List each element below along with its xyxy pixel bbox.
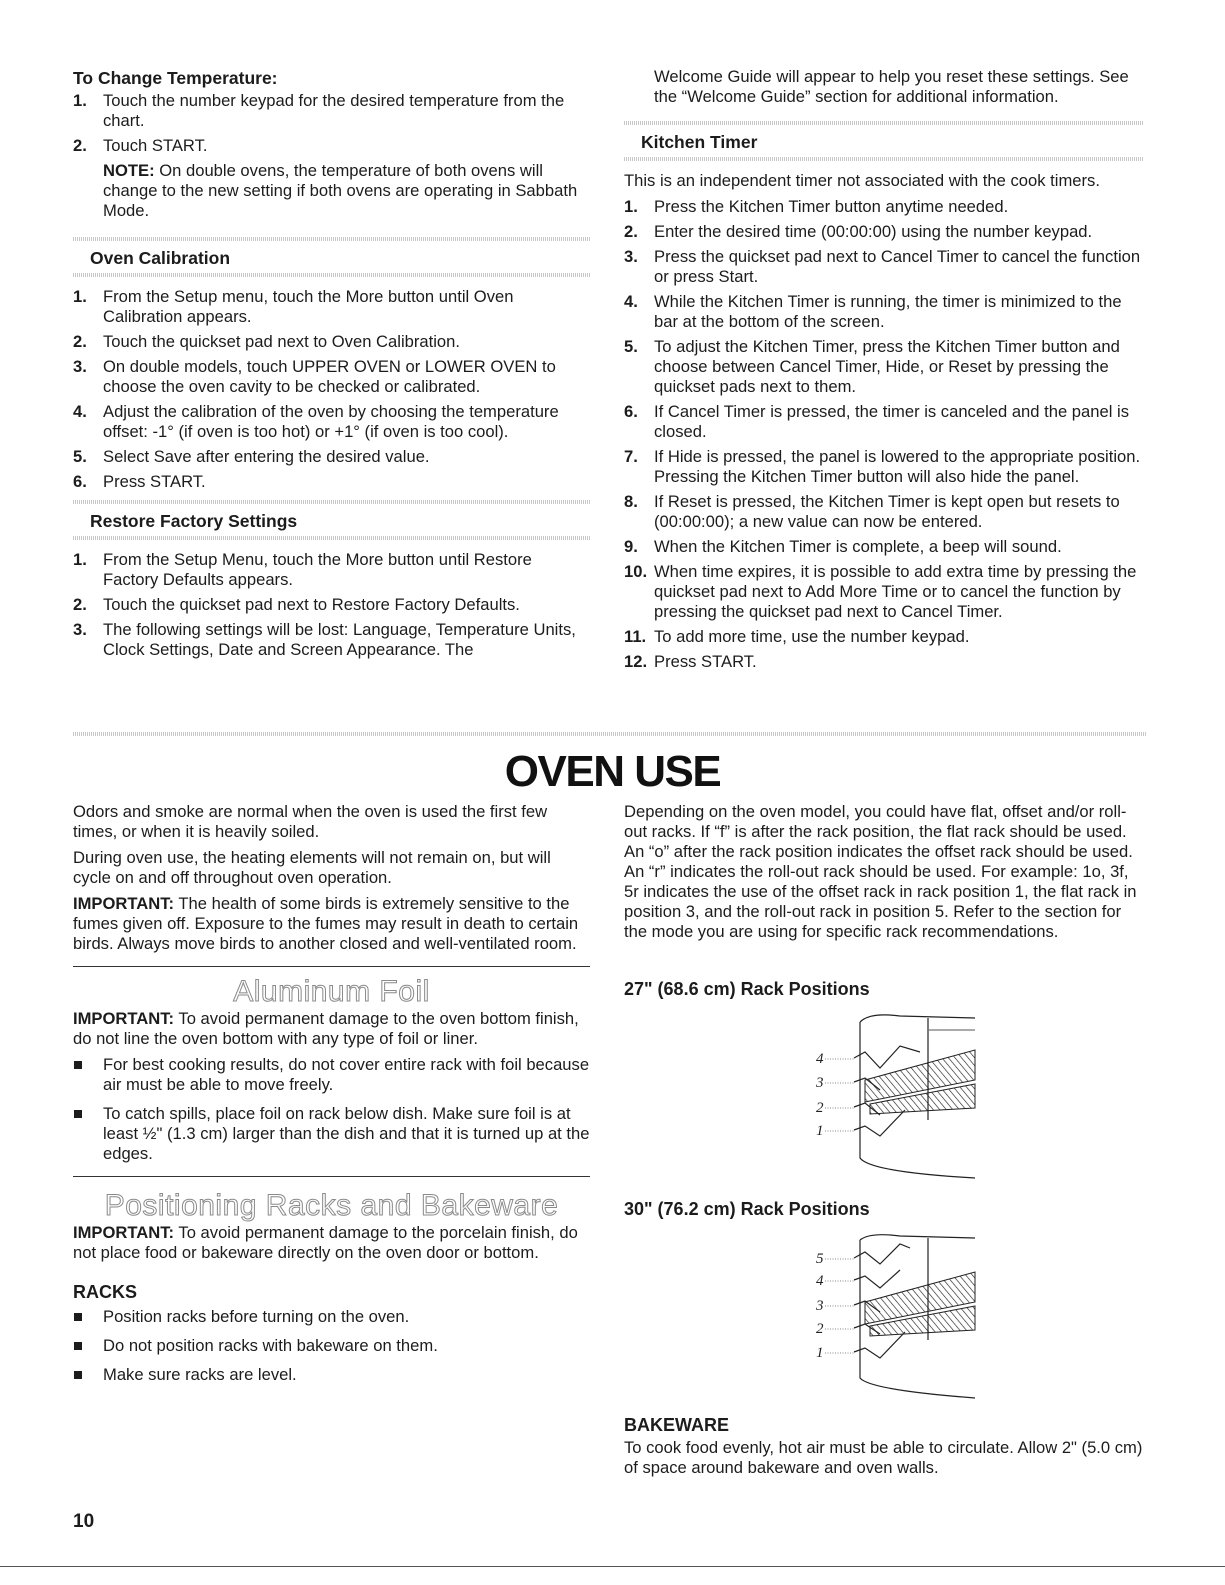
rack-label: 1 xyxy=(816,1123,824,1139)
dotted-divider xyxy=(73,237,590,241)
list-item xyxy=(73,332,590,352)
list-item xyxy=(624,247,1144,287)
racks-bullets xyxy=(73,1307,590,1385)
step-number: 11. xyxy=(624,627,647,646)
rack-label: 5 xyxy=(816,1251,824,1267)
odors-paragraph: Odors and smoke are normal when the oven is used the first few times, or when it is heavily soiled. xyxy=(73,802,548,841)
step-number: 1. xyxy=(73,91,87,110)
step-text: To add more time, use the number keypad. xyxy=(654,627,970,646)
step-text: Touch the quickset pad next to Oven Calibration. xyxy=(103,332,460,351)
list-item xyxy=(624,447,1144,487)
list-item xyxy=(73,1336,590,1356)
dotted-divider xyxy=(624,121,1144,125)
list-item xyxy=(73,1055,590,1095)
rack27-heading: 27" (68.6 cm) Rack Positions xyxy=(624,979,870,999)
oven-calibration-heading: Oven Calibration xyxy=(90,248,231,268)
change-temperature-heading: To Change Temperature: xyxy=(73,68,278,88)
step-number: 1. xyxy=(73,287,87,306)
top-right-column xyxy=(624,67,1144,677)
list-item xyxy=(73,1104,590,1164)
top-left-column xyxy=(73,67,590,665)
list-item xyxy=(624,627,1144,647)
foil-important xyxy=(73,1009,590,1049)
birds-paragraph xyxy=(73,894,590,954)
step-number: 1. xyxy=(624,197,638,216)
kitchen-timer-intro: This is an independent timer not associated with the cook timers. xyxy=(624,171,1100,190)
rack-label: 3 xyxy=(816,1075,824,1091)
step-number: 7. xyxy=(624,447,638,466)
step-number: 9. xyxy=(624,537,638,556)
step-number: 2. xyxy=(624,222,638,241)
dotted-divider xyxy=(624,157,1144,161)
step-number: 2. xyxy=(73,136,87,155)
kitchen-timer-heading: Kitchen Timer xyxy=(641,132,758,152)
restore-continued-text: Welcome Guide will appear to help you reset these settings. See the “Welcome Guide” section for additional information. xyxy=(654,67,1129,106)
list-item xyxy=(73,595,590,615)
step-text: When the Kitchen Timer is complete, a beep will sound. xyxy=(654,537,1062,556)
step-text: From the Setup menu, touch the More button until Oven Calibration appears. xyxy=(103,287,514,326)
list-item xyxy=(73,136,590,156)
page-title: OVEN USE xyxy=(504,747,721,796)
step-text: Enter the desired time (00:00:00) using the number keypad. xyxy=(654,222,1093,241)
list-item xyxy=(73,357,590,397)
step-text: On double models, touch UPPER OVEN or LOWER OVEN to choose the oven cavity to be checked or calibrated. xyxy=(103,357,556,396)
step-number: 5. xyxy=(624,337,638,356)
list-item xyxy=(73,402,590,442)
step-text: If Reset is pressed, the Kitchen Timer is kept open but resets to (00:00:00); a new value can now be entered. xyxy=(654,492,1120,531)
birds-text: The health of some birds is extremely sensitive to the fumes given off. Exposure to the fumes may result in death to certain birds. Always move birds to another closed and well-ventilated room. xyxy=(73,894,579,953)
step-number: 6. xyxy=(624,402,638,421)
bullet-text: For best cooking results, do not cover entire rack with foil because air must be able to move freely. xyxy=(103,1055,590,1094)
list-item xyxy=(73,472,590,492)
list-item xyxy=(73,287,590,327)
list-item xyxy=(624,197,1144,217)
step-number: 5. xyxy=(73,447,87,466)
step-number: 2. xyxy=(73,332,87,351)
rack-label: 1 xyxy=(816,1345,824,1361)
list-item xyxy=(624,492,1144,532)
step-number: 3. xyxy=(73,357,87,376)
page-number: 10 xyxy=(73,1511,95,1532)
racks-heading: RACKS xyxy=(73,1282,138,1302)
list-item xyxy=(624,292,1144,332)
bullet-square-icon xyxy=(73,1336,103,1356)
step-text: While the Kitchen Timer is running, the timer is minimized to the bar at the bottom of the screen. xyxy=(654,292,1122,331)
kitchen-timer-steps xyxy=(624,197,1144,672)
porcelain-important xyxy=(73,1223,590,1263)
change-temperature-steps xyxy=(73,91,590,156)
list-item xyxy=(73,447,590,467)
restore-factory-steps xyxy=(73,550,590,660)
list-item xyxy=(624,562,1144,622)
restore-factory-heading: Restore Factory Settings xyxy=(90,511,298,531)
step-number: 12. xyxy=(624,652,648,671)
rack27-diagram xyxy=(810,1010,990,1180)
bullet-square-icon xyxy=(73,1365,103,1385)
step-text: Press the quickset pad next to Cancel Timer to cancel the function or press Start. xyxy=(654,247,1141,286)
bullet-text: Do not position racks with bakeware on them. xyxy=(103,1336,438,1355)
rack30-heading: 30" (76.2 cm) Rack Positions xyxy=(624,1199,870,1219)
heating-paragraph: During oven use, the heating elements will not remain on, but will cycle on and off throughout oven operation. xyxy=(73,848,551,887)
rack-label: 4 xyxy=(816,1051,824,1067)
bullet-text: To catch spills, place foil on rack below dish. Make sure foil is at least ½" (1.3 cm) larger than the dish and that it is turned up at the edges. xyxy=(103,1104,590,1163)
step-number: 4. xyxy=(624,292,638,311)
dotted-divider xyxy=(73,536,590,540)
step-number: 8. xyxy=(624,492,638,511)
step-text: Touch the number keypad for the desired temperature from the chart. xyxy=(103,91,565,130)
list-item xyxy=(624,222,1144,242)
list-item xyxy=(624,537,1144,557)
rack-label: 3 xyxy=(816,1298,824,1314)
step-text: Adjust the calibration of the oven by choosing the temperature offset: -1° (if oven is too hot) or +1° (if oven is too cool). xyxy=(103,402,559,441)
bullet-text: Position racks before turning on the oven. xyxy=(103,1307,410,1326)
bakeware-section xyxy=(624,1414,1144,1478)
step-text: To adjust the Kitchen Timer, press the Kitchen Timer button and choose between Cancel Timer, Hide, or Reset by pressing the quickset pads next to them. xyxy=(654,337,1120,396)
positioning-racks-heading: Positioning Racks and Bakeware xyxy=(104,1189,559,1222)
list-item xyxy=(624,337,1144,397)
foil-bullets xyxy=(73,1055,590,1164)
foil-important-text: To avoid permanent damage to the oven bottom finish, do not line the oven bottom with any type of foil or liner. xyxy=(73,1009,579,1048)
important-label: IMPORTANT: xyxy=(73,894,175,913)
note-label: NOTE: xyxy=(103,161,155,180)
list-item xyxy=(624,402,1144,442)
step-text: Touch START. xyxy=(103,136,208,155)
list-item xyxy=(624,652,1144,672)
section-divider xyxy=(73,1176,590,1177)
oven-calibration-steps xyxy=(73,287,590,492)
step-text: The following settings will be lost: Language, Temperature Units, Clock Settings, Date and Screen Appearance. The xyxy=(103,620,576,659)
list-item xyxy=(73,1365,590,1385)
step-text: If Cancel Timer is pressed, the timer is canceled and the panel is closed. xyxy=(654,402,1129,441)
step-text: If Hide is pressed, the panel is lowered to the appropriate position. Pressing the Kitchen Timer button will also hide the panel. xyxy=(654,447,1141,486)
list-item xyxy=(73,91,590,131)
dotted-divider xyxy=(73,732,1146,736)
section-divider xyxy=(73,966,590,967)
step-number: 4. xyxy=(73,402,87,421)
bottom-left-column xyxy=(73,802,590,1394)
bakeware-text: To cook food evenly, hot air must be able to circulate. Allow 2" (5.0 cm) of space around bakeware and oven walls. xyxy=(624,1438,1143,1477)
bullet-square-icon xyxy=(73,1055,103,1095)
rack-label: 2 xyxy=(816,1100,824,1116)
step-number: 6. xyxy=(73,472,87,491)
step-text: Press START. xyxy=(654,652,757,671)
step-number: 3. xyxy=(73,620,87,639)
important-label: IMPORTANT: xyxy=(73,1223,175,1242)
step-text: Select Save after entering the desired value. xyxy=(103,447,430,466)
important-label: IMPORTANT: xyxy=(73,1009,175,1028)
rack-label: 2 xyxy=(816,1321,824,1337)
bakeware-heading: BAKEWARE xyxy=(624,1415,730,1435)
bullet-square-icon xyxy=(73,1307,103,1327)
bullet-square-icon xyxy=(73,1104,103,1164)
dotted-divider xyxy=(73,273,590,277)
list-item xyxy=(73,620,590,660)
step-text: Touch the quickset pad next to Restore Factory Defaults. xyxy=(103,595,520,614)
list-item xyxy=(73,1307,590,1327)
step-number: 3. xyxy=(624,247,638,266)
rack30-diagram xyxy=(810,1230,990,1400)
aluminum-foil-heading: Aluminum Foil xyxy=(233,975,430,1008)
dotted-divider xyxy=(73,500,590,504)
rack-label: 4 xyxy=(816,1273,824,1289)
sabbath-note xyxy=(73,161,590,221)
step-number: 10. xyxy=(624,562,648,581)
bullet-text: Make sure racks are level. xyxy=(103,1365,297,1384)
list-item xyxy=(73,550,590,590)
porcelain-important-text: To avoid permanent damage to the porcelain finish, do not place food or bakeware directly on the oven door or bottom. xyxy=(73,1223,578,1262)
step-text: From the Setup Menu, touch the More button until Restore Factory Defaults appears. xyxy=(103,550,532,589)
step-text: When time expires, it is possible to add extra time by pressing the quickset pad next to Add More Time or to cancel the function by pressing the quickset pad next to Cancel Timer. xyxy=(654,562,1137,621)
step-number: 2. xyxy=(73,595,87,614)
bottom-right-column xyxy=(624,802,1144,948)
step-text: Press the Kitchen Timer button anytime needed. xyxy=(654,197,1009,216)
page-bottom-rule xyxy=(0,1566,1225,1567)
note-text: On double ovens, the temperature of both ovens will change to the new setting if both ovens are operating in Sabbath Mode. xyxy=(103,161,578,220)
rack-types-paragraph: Depending on the oven model, you could have flat, offset and/or roll-out racks. If “f” is after the rack position, the flat rack should be used. An “o” after the rack position indicates the offset rack should be used. An “r” indicates the roll-out rack should be used. For example: 1o, 3f, 5r indicates the use of the offset rack in rack position 1, the flat rack in position 3, and the roll-out rack in position 5. Refer to the section for the mode you are using for specific rack recommendations. xyxy=(624,802,1137,941)
step-text: Press START. xyxy=(103,472,206,491)
step-number: 1. xyxy=(73,550,87,569)
